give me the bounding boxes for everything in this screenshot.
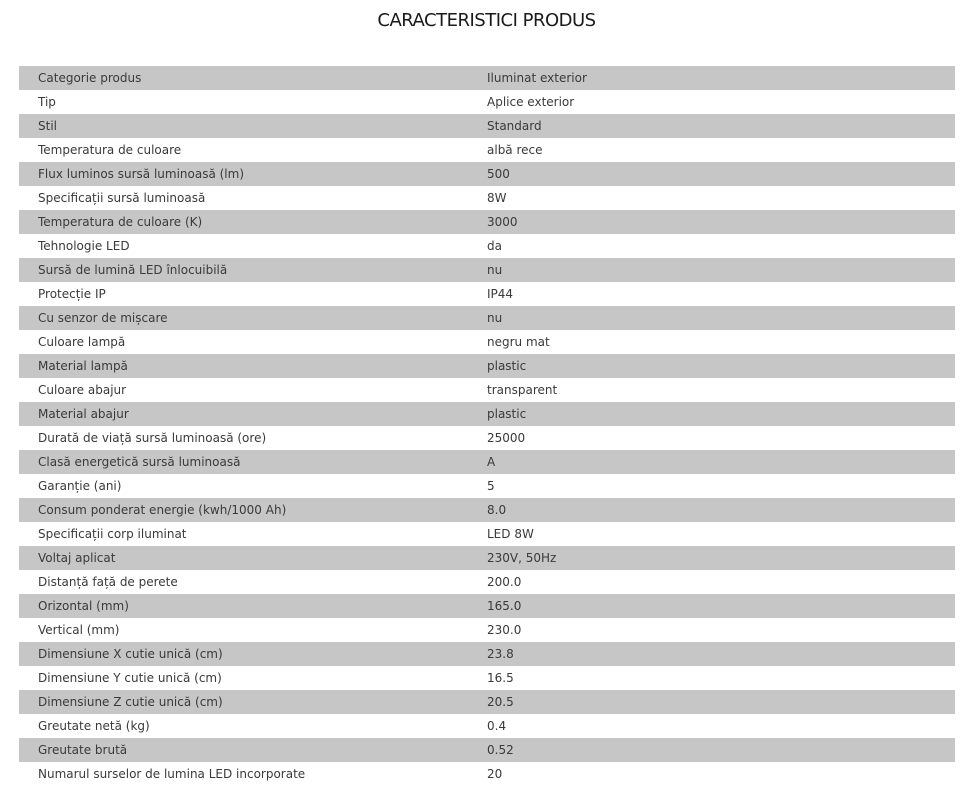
spec-label: Garanție (ani) <box>38 479 122 493</box>
table-row <box>19 138 955 162</box>
table-row <box>19 426 955 450</box>
spec-value: negru mat <box>487 335 550 349</box>
table-row <box>19 498 955 522</box>
table-row <box>19 714 955 738</box>
table-row <box>19 642 955 666</box>
spec-label: Temperatura de culoare (K) <box>38 215 203 229</box>
table-row <box>19 234 955 258</box>
spec-label: Categorie produs <box>38 71 142 85</box>
spec-label: Temperatura de culoare <box>38 143 182 157</box>
spec-value: 230V, 50Hz <box>487 551 557 565</box>
spec-label: Flux luminos sursă luminoasă (lm) <box>38 167 245 181</box>
spec-value: 25000 <box>487 431 526 445</box>
spec-value: albă rece <box>487 143 543 157</box>
spec-label: Distanță față de perete <box>38 575 178 589</box>
spec-label: Clasă energetică sursă luminoasă <box>38 455 241 469</box>
table-row <box>19 90 955 114</box>
spec-label: Specificații corp iluminat <box>38 527 187 541</box>
spec-value: A <box>487 455 496 469</box>
table-row <box>19 306 955 330</box>
specs-table-body <box>19 66 955 786</box>
table-row <box>19 282 955 306</box>
spec-value: 5 <box>487 479 495 493</box>
spec-value: 200.0 <box>487 575 522 589</box>
spec-value: nu <box>487 263 503 277</box>
spec-label: Material abajur <box>38 407 129 421</box>
spec-label: Culoare lampă <box>38 335 126 349</box>
table-row <box>19 762 955 786</box>
spec-value: Standard <box>487 119 542 133</box>
table-row <box>19 546 955 570</box>
spec-label: Culoare abajur <box>38 383 127 397</box>
spec-value: 0.4 <box>487 719 507 733</box>
spec-label: Greutate netă (kg) <box>38 719 150 733</box>
table-row <box>19 210 955 234</box>
spec-label: Cu senzor de mișcare <box>38 311 168 325</box>
spec-value: 16.5 <box>487 671 514 685</box>
spec-value: plastic <box>487 407 527 421</box>
spec-value: 8W <box>487 191 507 205</box>
spec-value: LED 8W <box>487 527 534 541</box>
table-row <box>19 354 955 378</box>
table-row <box>19 570 955 594</box>
spec-value: transparent <box>487 383 558 397</box>
page-title: CARACTERISTICI PRODUS <box>377 10 596 31</box>
table-row <box>19 114 955 138</box>
table-row <box>19 330 955 354</box>
spec-label: Greutate brută <box>38 743 128 757</box>
spec-value: 165.0 <box>487 599 522 613</box>
spec-value: Iluminat exterior <box>487 71 587 85</box>
spec-value: 230.0 <box>487 623 522 637</box>
table-row <box>19 594 955 618</box>
spec-label: Specificații sursă luminoasă <box>38 191 206 205</box>
table-row <box>19 666 955 690</box>
spec-label: Dimensiune Z cutie unică (cm) <box>38 695 223 709</box>
spec-label: Tehnologie LED <box>38 239 130 253</box>
specs-table <box>19 66 955 786</box>
table-row <box>19 474 955 498</box>
spec-value: 23.8 <box>487 647 514 661</box>
spec-label: Durată de viață sursă luminoasă (ore) <box>38 431 267 445</box>
table-row <box>19 522 955 546</box>
spec-label: Sursă de lumină LED înlocuibilă <box>38 263 228 277</box>
table-row <box>19 690 955 714</box>
spec-value: 3000 <box>487 215 518 229</box>
table-row <box>19 378 955 402</box>
spec-label: Material lampă <box>38 359 128 373</box>
spec-label: Tip <box>38 95 56 109</box>
spec-label: Vertical (mm) <box>38 623 120 637</box>
spec-label: Dimensiune Y cutie unică (cm) <box>38 671 222 685</box>
spec-label: Voltaj aplicat <box>38 551 116 565</box>
spec-label: Orizontal (mm) <box>38 599 129 613</box>
spec-value: nu <box>487 311 503 325</box>
spec-value: 20 <box>487 767 503 781</box>
spec-label: Protecție IP <box>38 287 106 301</box>
spec-value: 8.0 <box>487 503 507 517</box>
table-row <box>19 618 955 642</box>
table-row <box>19 66 955 90</box>
table-row <box>19 402 955 426</box>
spec-label: Consum ponderat energie (kwh/1000 Ah) <box>38 503 287 517</box>
spec-label: Numarul surselor de lumina LED incorporate <box>38 767 306 781</box>
spec-value: 500 <box>487 167 510 181</box>
spec-value: da <box>487 239 502 253</box>
spec-value: plastic <box>487 359 527 373</box>
table-row <box>19 162 955 186</box>
table-row <box>19 738 955 762</box>
spec-value: 20.5 <box>487 695 514 709</box>
spec-label: Dimensiune X cutie unică (cm) <box>38 647 223 661</box>
spec-value: Aplice exterior <box>487 95 575 109</box>
table-row <box>19 450 955 474</box>
spec-value: IP44 <box>487 287 514 301</box>
spec-value: 0.52 <box>487 743 514 757</box>
spec-label: Stil <box>38 119 57 133</box>
table-row <box>19 258 955 282</box>
table-row <box>19 186 955 210</box>
